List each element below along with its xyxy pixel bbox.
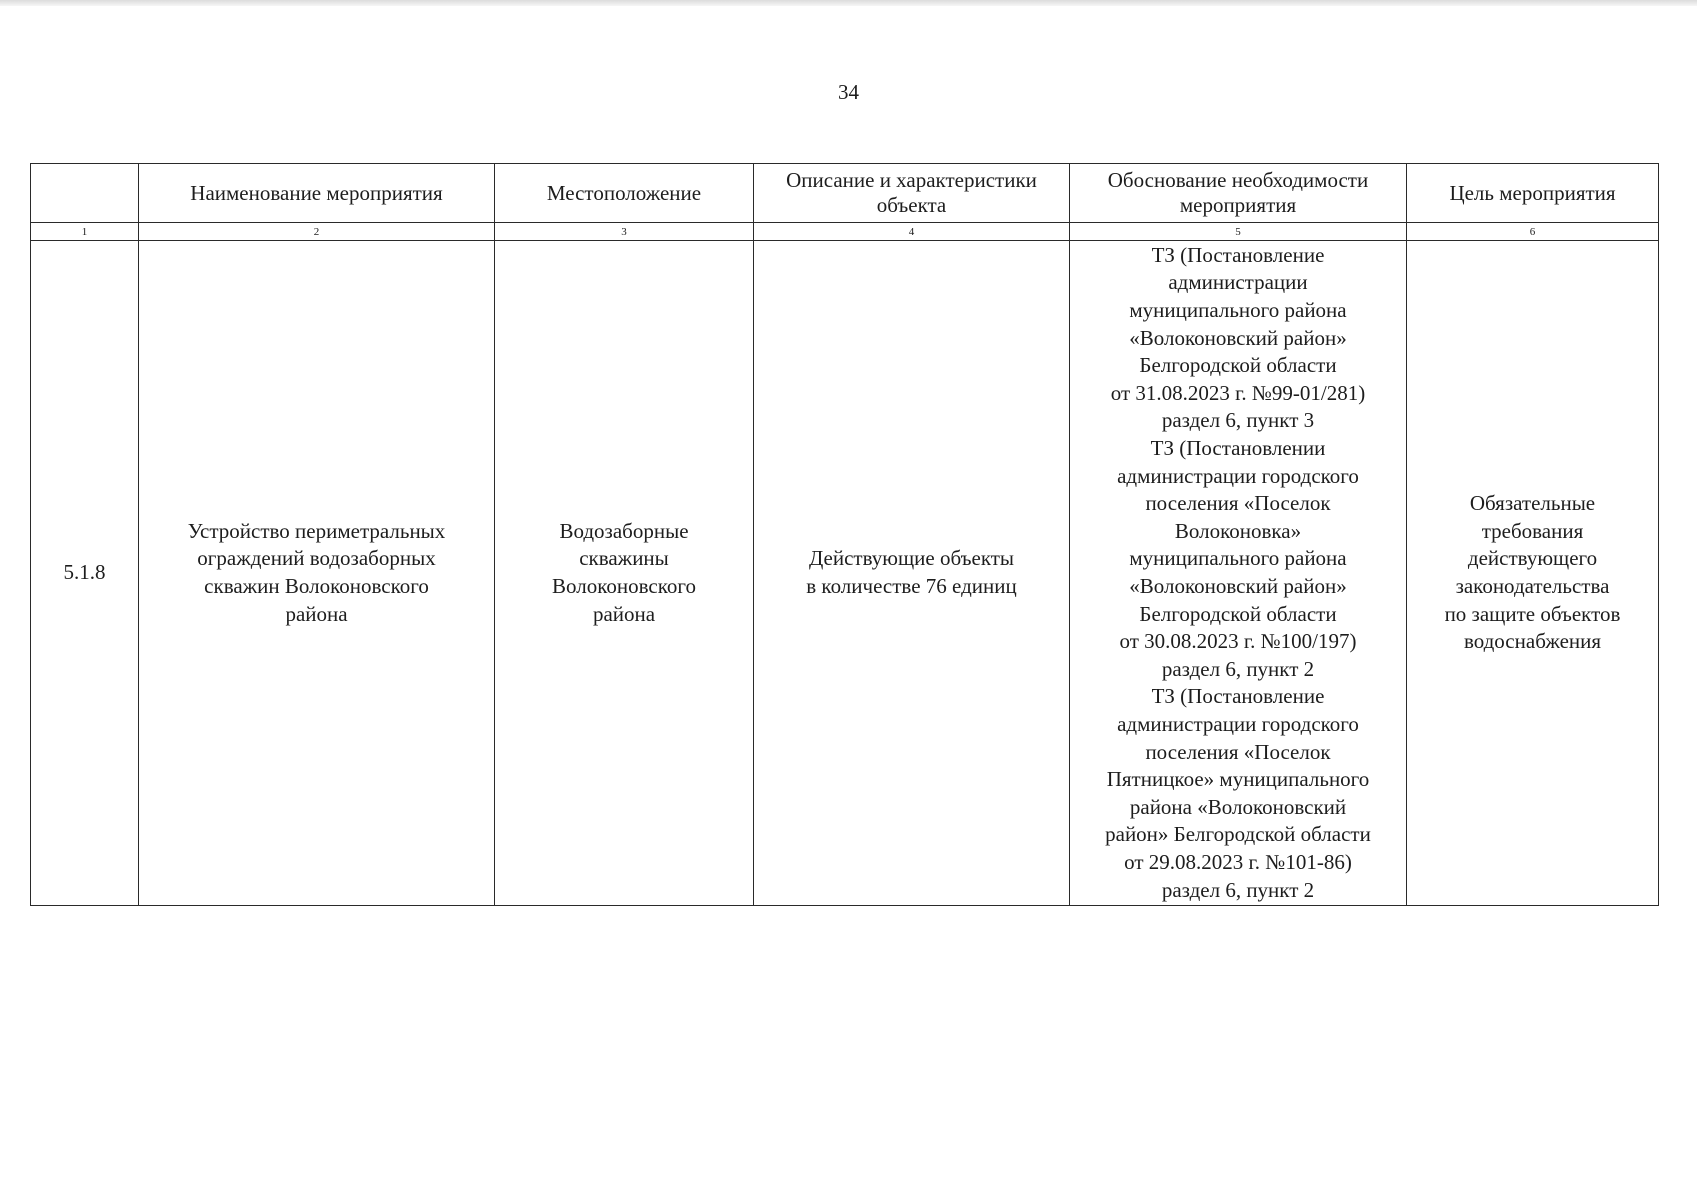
cell-text-line: поселения «Поселок xyxy=(1145,491,1331,516)
cell-text-line: водоснабжения xyxy=(1463,629,1602,654)
cell-text-line: «Волоконовский район» xyxy=(1129,325,1347,350)
header-cell-goal: Цель мероприятия xyxy=(1407,164,1659,223)
cell-text-line: администрации xyxy=(1168,270,1308,295)
cell-text-line: законодательства xyxy=(1455,574,1610,598)
cell-text-line: Обязательные xyxy=(1469,491,1596,516)
header-cell-location: Местоположение xyxy=(495,164,754,223)
cell-text-line: поселения «Поселок xyxy=(1145,739,1331,764)
cell-text-line: скважины xyxy=(579,546,669,571)
column-number-5: 5 xyxy=(1070,223,1407,241)
cell-text-line: района «Волоконовский xyxy=(1129,794,1347,819)
column-number-2: 2 xyxy=(139,223,495,241)
table-header-row xyxy=(31,164,1659,223)
cell-text-line: раздел 6, пункт 2 xyxy=(1161,877,1315,902)
cell-text-line: администрации городского xyxy=(1117,463,1359,488)
cell-text-line: ТЗ (Постановление xyxy=(1151,684,1325,709)
cell-text-line: скважин Волоконовского xyxy=(204,574,429,598)
measures-table xyxy=(30,163,1659,906)
measure-name-cell xyxy=(139,241,495,906)
header-cell-description: Описание и характеристики объекта xyxy=(754,164,1070,223)
column-number-6: 6 xyxy=(1407,223,1659,241)
cell-text-line: муниципального района xyxy=(1129,298,1347,323)
cell-text-line: района xyxy=(285,601,348,626)
cell-text-line: района xyxy=(592,601,656,626)
cell-text-line: ТЗ (Постановление xyxy=(1151,242,1325,267)
cell-text-line: действующего xyxy=(1467,546,1598,571)
column-number-1: 1 xyxy=(31,223,139,241)
cell-text-line: Водозаборные xyxy=(559,518,689,543)
cell-text-line: Белгородской области xyxy=(1139,601,1337,626)
goal-cell xyxy=(1407,241,1659,906)
row-number-cell: 5.1.8 xyxy=(31,241,139,906)
cell-text-line: по защите объектов xyxy=(1444,601,1621,626)
cell-text-line: требования xyxy=(1481,518,1584,543)
cell-text-line: от 30.08.2023 г. №100/197) xyxy=(1119,629,1357,654)
cell-text-line: Действующие объекты xyxy=(808,546,1015,571)
cell-text-line: от 31.08.2023 г. №99-01/281) xyxy=(1110,380,1366,405)
cell-text-line: Белгородской области xyxy=(1139,353,1337,378)
column-number-row xyxy=(31,223,1659,241)
page-number: 34 xyxy=(838,80,859,104)
cell-text-line: район» Белгородской области xyxy=(1105,822,1371,847)
column-number-4: 4 xyxy=(754,223,1070,241)
location-cell xyxy=(495,241,754,906)
cell-text-line: в количестве 76 единиц xyxy=(806,574,1017,598)
description-cell xyxy=(754,241,1070,906)
scan-top-edge xyxy=(0,0,1697,6)
cell-text-line: ограждений водозаборных xyxy=(197,546,436,571)
column-number-3: 3 xyxy=(495,223,754,241)
cell-text-line: Волоконовка» xyxy=(1174,518,1302,543)
cell-text-line: Волоконовского xyxy=(552,574,696,598)
cell-text-line: администрации городского xyxy=(1117,711,1359,736)
cell-text-line: ТЗ (Постановлении xyxy=(1150,436,1326,461)
justification-cell xyxy=(1070,241,1407,906)
cell-text-line: Пятницкое» муниципального xyxy=(1106,767,1370,792)
cell-text-line: Устройство периметральных xyxy=(187,518,446,543)
header-cell-name: Наименование мероприятия xyxy=(139,164,495,223)
cell-text-line: от 29.08.2023 г. №101-86) xyxy=(1124,849,1352,874)
cell-text-line: раздел 6, пункт 2 xyxy=(1161,656,1315,681)
cell-text-line: «Волоконовский район» xyxy=(1129,574,1347,598)
cell-text-line: муниципального района xyxy=(1129,546,1347,571)
header-cell-justification: Обоснование необходимости мероприятия xyxy=(1070,164,1407,223)
table-row xyxy=(31,241,1659,906)
cell-text-line: раздел 6, пункт 3 xyxy=(1161,408,1315,433)
header-cell-number xyxy=(31,164,139,223)
